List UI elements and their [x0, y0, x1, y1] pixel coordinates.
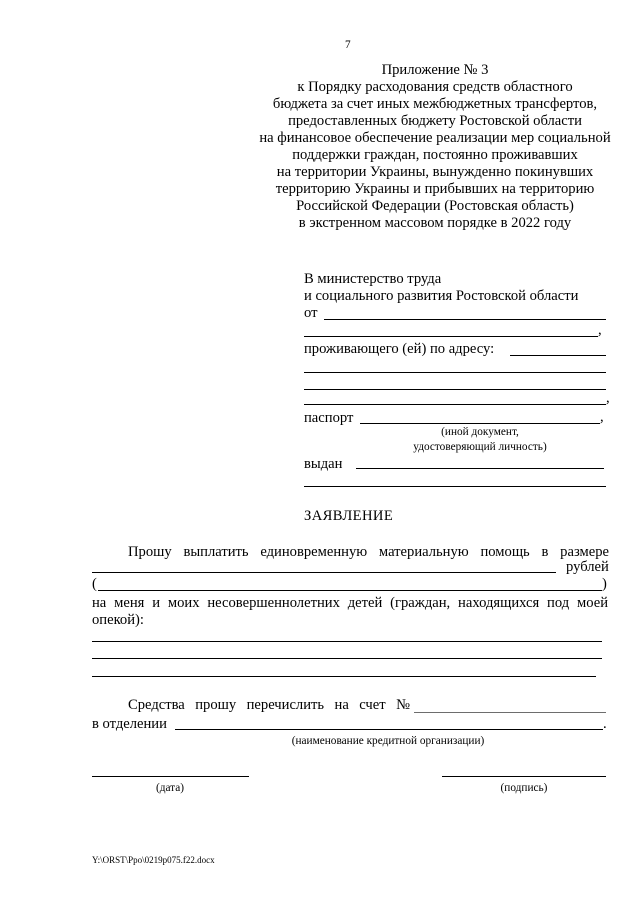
passport-field[interactable]: [360, 423, 600, 424]
passport-label: паспорт: [304, 410, 354, 426]
comma: ,: [600, 409, 604, 425]
date-label: (дата): [155, 782, 185, 794]
bank-name-field[interactable]: [175, 729, 603, 730]
recipients-field-3[interactable]: [92, 676, 596, 677]
appendix-line: территорию Украины и прибывших на территорию: [275, 181, 595, 197]
signature-field[interactable]: [442, 776, 606, 777]
addressee-line1: В министерство труда: [304, 271, 442, 287]
amount-field[interactable]: [92, 572, 556, 573]
appendix-title: Приложение № 3: [381, 62, 489, 78]
branch-label: в отделении: [92, 716, 167, 732]
id-note-line2: удостоверяющий личность): [413, 441, 547, 453]
rubles-label: рублей: [566, 559, 609, 575]
account-number-field[interactable]: [414, 712, 606, 713]
comma: ,: [598, 322, 602, 338]
date-field[interactable]: [92, 776, 249, 777]
appendix-line: к Порядку расходования средств областного: [297, 79, 573, 95]
address-label: проживающего (ей) по адресу:: [304, 341, 495, 357]
close-paren: ): [602, 576, 607, 592]
address-field[interactable]: [510, 355, 606, 356]
appendix-line: бюджета за счет иных межбюджетных трансфертов,: [272, 96, 598, 112]
appendix-header: [240, 62, 630, 232]
appendix-line: на финансовое обеспечение реализации мер социальной: [259, 130, 611, 146]
page-number: 7: [345, 39, 351, 51]
request-line: Прошу выплатить единовременную материальную помощь в размере: [128, 544, 609, 560]
address-field-4[interactable]: [304, 404, 606, 405]
recipients-line1: на меня и моих несовершеннолетних детей (граждан, находящихся под моей: [92, 595, 608, 611]
recipients-field-2[interactable]: [92, 658, 602, 659]
transfer-line: Средства прошу перечислить на счет №: [128, 697, 410, 713]
from-name-field[interactable]: [324, 319, 606, 320]
file-path: Y:\ORST\Ppo\0219p075.f22.docx: [92, 855, 215, 865]
comma: ,: [606, 390, 610, 406]
addressee-line2: и социального развития Ростовской области: [304, 288, 579, 304]
appendix-line: в экстренном массовом порядке в 2022 году: [298, 215, 572, 231]
amount-words-field[interactable]: [98, 590, 602, 591]
from-name-field-2[interactable]: [304, 336, 598, 337]
appendix-line: на территории Украины, вынужденно покинувших: [276, 164, 594, 180]
open-paren: (: [92, 576, 97, 592]
issued-field-2[interactable]: [304, 486, 606, 487]
id-note-line1: (иной документ,: [441, 426, 519, 438]
address-field-2[interactable]: [304, 372, 606, 373]
issued-field[interactable]: [356, 468, 604, 469]
bank-note: (наименование кредитной организации): [291, 735, 485, 747]
recipients-field[interactable]: [92, 641, 602, 642]
from-label: от: [304, 305, 318, 321]
period: .: [603, 716, 607, 732]
appendix-line: Российской Федерации (Ростовская область): [296, 198, 574, 214]
signature-label: (подпись): [500, 782, 548, 794]
appendix-line: предоставленных бюджету Ростовской области: [288, 113, 582, 129]
address-field-3[interactable]: [304, 389, 606, 390]
recipients-line2: опекой):: [92, 612, 144, 628]
issued-label: выдан: [304, 456, 343, 472]
statement-title: ЗАЯВЛЕНИЕ: [304, 508, 394, 524]
appendix-line: поддержки граждан, постоянно проживавших: [292, 147, 578, 163]
